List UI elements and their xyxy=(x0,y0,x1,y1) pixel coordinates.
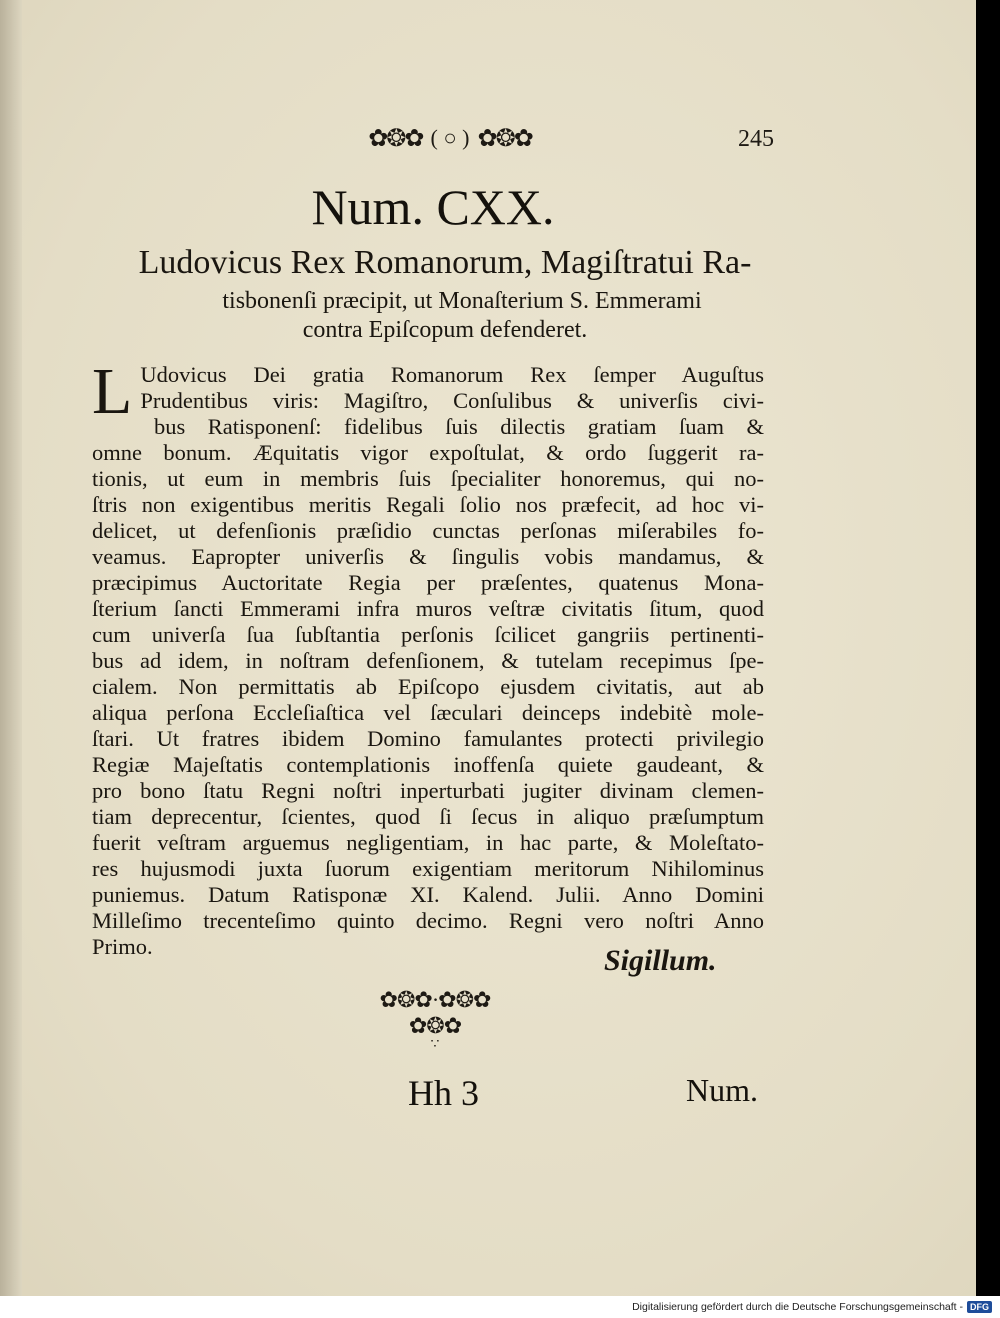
document-subtitle xyxy=(80,240,796,344)
document-number-heading: Num. CXX. xyxy=(311,179,555,235)
text-line: pro bono ſtatu Regni noſtri inperturbati jugiter divinam clemen- xyxy=(92,778,764,803)
body-text xyxy=(92,355,764,960)
text-line: Regiæ Majeſtatis contemplationis inoffenſa quiete gaudeant, & xyxy=(92,752,764,777)
footer-text: Digitalisierung gefördert durch die Deutsche Forschungsgemeinschaft - xyxy=(632,1301,963,1313)
running-head-center: ( ○ ) xyxy=(430,125,470,150)
text-line: Milleſimo trecenteſimo quinto decimo. Regni vero noſtri Anno xyxy=(92,908,764,933)
text-line: Prudentibus viris: Magiſtro, Conſulibus & univerſis civi- xyxy=(140,388,764,413)
subtitle-line: contra Epiſcopum defenderet. xyxy=(302,317,588,343)
text-line: cum univerſa ſua ſubſtantia perſonis ſcilicet gangriis pertinenti- xyxy=(92,622,764,647)
ornament-flower-icon: ✿❂✿ xyxy=(408,1013,462,1038)
ornament-left-icon: ✿❂✿ xyxy=(368,125,423,152)
text-line: puniemus. Datum Ratisponæ XI. Kalend. Julii. Anno Domini xyxy=(92,882,764,907)
tailpiece-ornament xyxy=(350,986,520,1052)
ornament-flower-icon: ✿❂✿·✿❂✿ xyxy=(379,987,491,1012)
text-line: tionis, ut eum in membris ſuis ſpecialiter honoremus, qui no- xyxy=(92,466,764,491)
signature-mark: Hh 3 xyxy=(408,1073,479,1113)
text-line: res hujusmodi juxta ſuorum exigentiam meritorum Nihilominus xyxy=(92,856,764,881)
digitization-footer xyxy=(0,1296,1000,1318)
ornament-dots-icon: ∵ xyxy=(430,1037,440,1052)
drop-cap: L xyxy=(92,355,133,428)
text-line: delicet, ut defenſionis præſidio cunctas perſonas miſerabiles fo- xyxy=(92,518,764,543)
text-line: cialem. Non permittatis ab Epiſcopo ejusdem civitatis, aut ab xyxy=(92,674,764,699)
text-line: ſtris non exigentibus meritis Regali ſolio nos præfecit, ad hoc vi- xyxy=(92,492,764,517)
page-number: 245 xyxy=(738,126,774,152)
text-line: Primo. xyxy=(92,934,153,959)
text-line: fuerit veſtram arguemus negligentiam, in hac parte, & Moleſtato- xyxy=(92,830,764,855)
dfg-logo-icon[interactable]: DFG xyxy=(967,1301,992,1313)
running-head xyxy=(330,120,570,156)
catchword: Num. xyxy=(686,1072,758,1108)
subtitle-line: tisbonenſi præcipit, ut Monaſterium S. Emmerami xyxy=(222,288,702,314)
subtitle-line: Ludovicus Rex Romanorum, Magiſtratui Ra- xyxy=(138,244,752,281)
seal-mark: Sigillum. xyxy=(604,944,717,977)
text-line: veamus. Eapropter univerſis & ſingulis vobis mandamus, & xyxy=(92,544,764,569)
text-line: bus ad idem, in noſtram defenſionem, & tutelam recepimus ſpe- xyxy=(92,648,764,673)
text-line: tiam deprecentur, ſcientes, quod ſi ſecus in aliquo præſumptum xyxy=(92,804,764,829)
text-line: ſterium ſancti Emmerami infra muros veſtræ civitatis ſitum, quod xyxy=(92,596,764,621)
text-line: omne bonum. Æquitatis vigor expoſtulat, & ordo ſuggerit ra- xyxy=(92,440,764,465)
text-line: Udovicus Dei gratia Romanorum Rex ſemper Auguſtus xyxy=(140,362,764,387)
text-line: aliqua perſona Eccleſiaſtica vel ſæculari deinceps indebitè mole- xyxy=(92,700,764,725)
text-line: ſtari. Ut fratres ibidem Domino famulantes protecti privilegio xyxy=(92,726,764,751)
text-line: præcipimus Auctoritate Regia per præſentes, quatenus Mona- xyxy=(92,570,764,595)
ornament-right-icon: ✿❂✿ xyxy=(477,125,532,152)
text-line: bus Ratisponenſ: fidelibus ſuis dilectis gratiam ſuam & xyxy=(154,414,764,439)
